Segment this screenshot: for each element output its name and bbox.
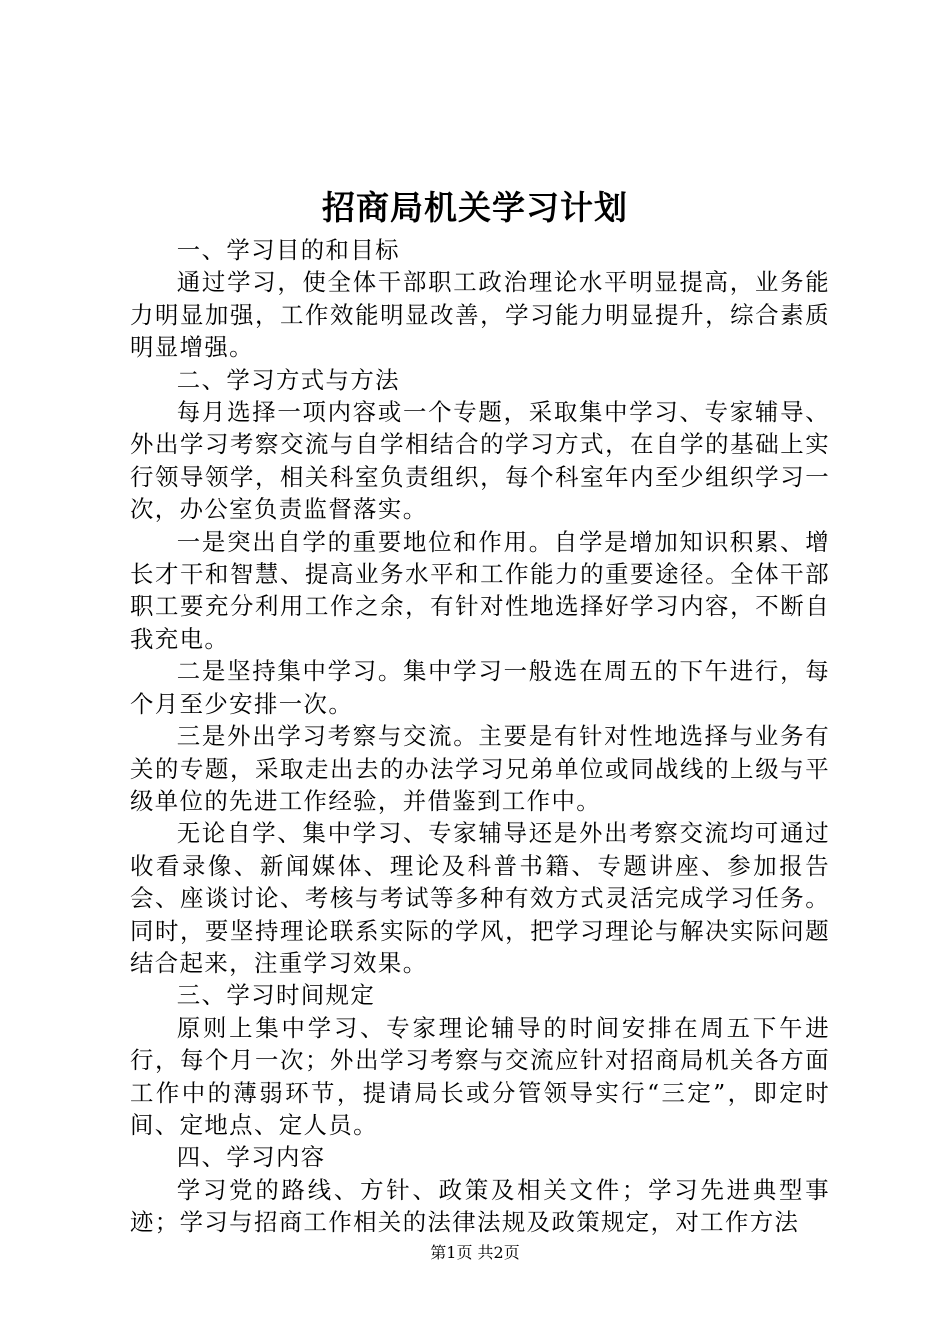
body-paragraph: 学习党的路线、方针、政策及相关文件；学习先进典型事迹；学习与招商工作相关的法律法规及政策规定，对工作方法 (130, 1175, 830, 1237)
body-paragraph: 无论自学、集中学习、专家辅导还是外出考察交流均可通过收看录像、新闻媒体、理论及科普书籍、专题讲座、参加报告会、座谈讨论、考核与考试等多种有效方式灵活完成学习任务。同时，要坚持理论联系实际的学风，把学习理论与解决实际问题结合起来，注重学习效果。 (130, 819, 830, 977)
body-paragraph: 通过学习，使全体干部职工政治理论水平明显提高，业务能力明显加强，工作效能明显改善，学习能力明显提升，综合素质明显增强。 (130, 268, 830, 362)
body-paragraph: 每月选择一项内容或一个专题，采取集中学习、专家辅导、外出学习考察交流与自学相结合的学习方式，在自学的基础上实行领导领学，相关科室负责组织，每个科室年内至少组织学习一次，办公室负责监督落实。 (130, 398, 830, 524)
section-heading-content: 四、学习内容 (176, 1143, 326, 1172)
document-title: 招商局机关学习计划 (322, 188, 628, 227)
page-footer: 第1页 共2页 (430, 1243, 520, 1262)
body-paragraph: 三是外出学习考察与交流。主要是有针对性地选择与业务有关的专题，采取走出去的办法学习兄弟单位或同战线的上级与平级单位的先进工作经验，并借鉴到工作中。 (130, 722, 830, 815)
body-paragraph: 二是坚持集中学习。集中学习一般选在周五的下午进行，每个月至少安排一次。 (130, 657, 830, 718)
section-heading-schedule: 三、学习时间规定 (176, 981, 376, 1010)
body-paragraph: 原则上集中学习、专家理论辅导的时间安排在周五下午进行，每个月一次；外出学习考察与交流应针对招商局机关各方面工作中的薄弱环节，提请局长或分管领导实行“三定”，即定时间、定地点、定人员。 (130, 1013, 830, 1139)
section-heading-purpose: 一、学习目的和目标 (176, 236, 400, 264)
section-heading-methods: 二、学习方式与方法 (176, 365, 400, 394)
body-paragraph: 一是突出自学的重要地位和作用。自学是增加知识积累、增长才干和智慧、提高业务水平和工作能力的重要途径。全体干部职工要充分利用工作之余，有针对性地选择好学习内容，不断自我充电。 (130, 527, 830, 653)
document-body (130, 234, 830, 1239)
